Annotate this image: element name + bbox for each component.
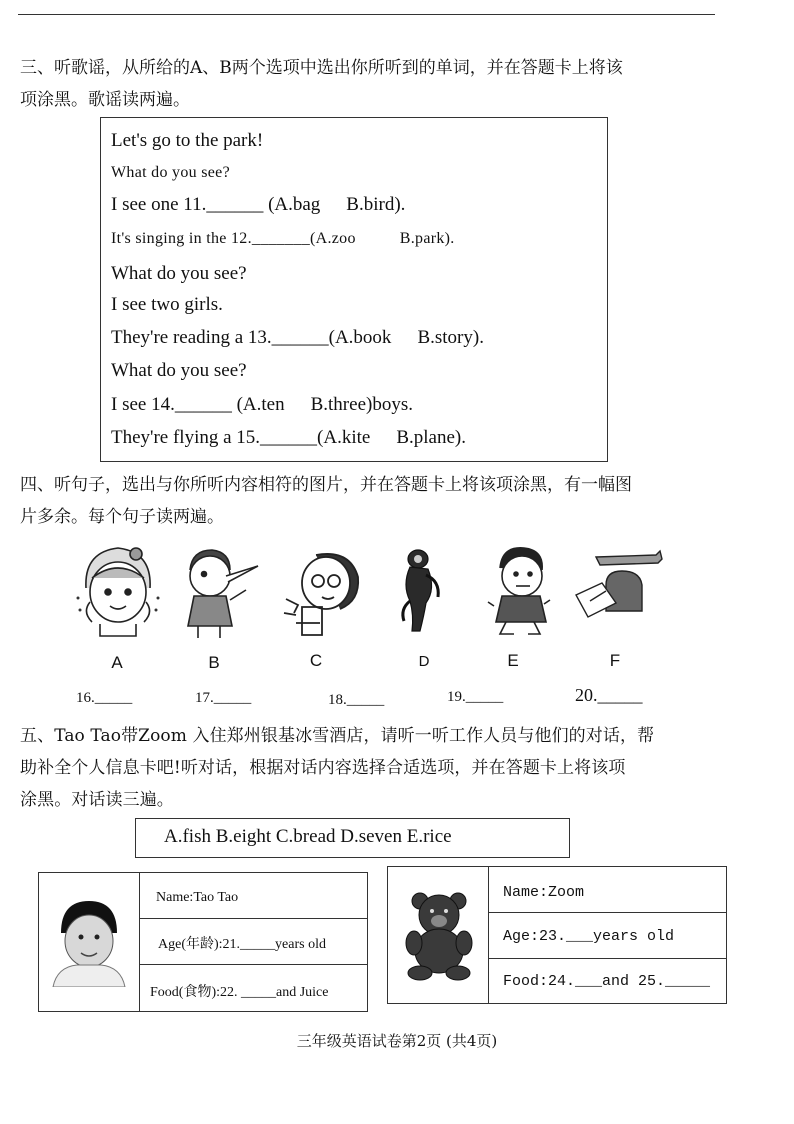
song-line: What do you see?: [111, 164, 230, 181]
zoom-age: Age:23.___years old: [489, 913, 727, 959]
picture-label-c: C: [309, 651, 323, 670]
answer-blank-17: 17._____: [195, 690, 252, 706]
answer-blank-16: 16._____: [76, 690, 133, 706]
info-card-zoom: [387, 866, 727, 1004]
boy-long-nose-icon: [174, 540, 260, 640]
section5-instruction-line3: 涂黑。对话读三遍。: [20, 790, 174, 810]
girl-face-icon: [72, 540, 164, 638]
section3-instruction: [20, 52, 720, 116]
teddy-bear-icon: [400, 889, 478, 981]
section4-instruction: [20, 469, 720, 533]
song-line: They're flying a 15.______(A.kite B.plane).: [111, 427, 466, 448]
song-box: [100, 117, 608, 462]
monkey-icon: [396, 545, 446, 637]
picture-label-a: A: [111, 653, 123, 672]
boy-washing-hands-icon: [276, 543, 364, 639]
answer-blank-19: 19._____: [447, 689, 504, 705]
taotao-name: Name:Tao Tao: [140, 873, 368, 919]
bread-icon: [566, 545, 666, 627]
section5-instruction: [20, 720, 720, 816]
info-card-taotao: [38, 872, 368, 1012]
section4-instruction-line2: 片多余。每个句子读两遍。: [20, 507, 224, 527]
page-footer: 三年级英语试卷第2页 (共4页): [296, 1032, 498, 1050]
section5-instruction-line2: 助补全个人信息卡吧!听对话，根据对话内容选择合适选项，并在答题卡上将该项: [20, 758, 626, 778]
taotao-age: Age(年龄):21._____years old: [140, 919, 368, 965]
song-line: Let's go to the park!: [111, 130, 264, 151]
zoom-food: Food:24.___and 25._____: [503, 973, 711, 990]
answer-blank-20: 20._____: [575, 685, 643, 705]
taotao-food: Food(食物):22. _____and Juice: [150, 985, 329, 1000]
picture-label-e: E: [507, 651, 519, 670]
boy-cold-icon: [484, 542, 556, 636]
section5-instruction-line1: 五、Tao Tao带Zoom 入住郑州银基冰雪酒店，请听一听工作人员与他们的对话，帮: [20, 726, 655, 746]
picture-label-d: D: [418, 653, 430, 670]
section4-instruction-line1: 四、听句子，选出与你所听内容相符的图片，并在答题卡上将该项涂黑，有一幅图: [20, 475, 632, 495]
top-rule: [18, 14, 715, 15]
section3-instruction-line2: 项涂黑。歌谣读两遍。: [20, 90, 190, 110]
song-line: They're reading a 13.______(A.book B.story).: [111, 327, 484, 348]
picture-label-b: B: [208, 653, 220, 672]
song-line: I see 14.______ (A.ten B.three)boys.: [111, 394, 413, 415]
song-line: I see one 11.______ (A.bag B.bird).: [111, 194, 406, 215]
zoom-name: Name:Zoom: [489, 867, 727, 913]
child-photo-icon: [47, 895, 131, 987]
section3-instruction-line1: 三、听歌谣，从所给的A、B两个选项中选出你所听到的单词，并在答题卡上将该: [20, 58, 623, 78]
word-options-box: A.fish B.eight C.bread D.seven E.rice: [135, 818, 570, 858]
song-line: What do you see?: [111, 263, 247, 284]
song-line: I see two girls.: [111, 294, 223, 315]
song-line: It's singing in the 12._______(A.zoo B.park).: [111, 230, 455, 247]
answer-blank-18: 18._____: [328, 692, 385, 708]
song-line: What do you see?: [111, 360, 247, 381]
picture-label-f: F: [609, 651, 621, 670]
